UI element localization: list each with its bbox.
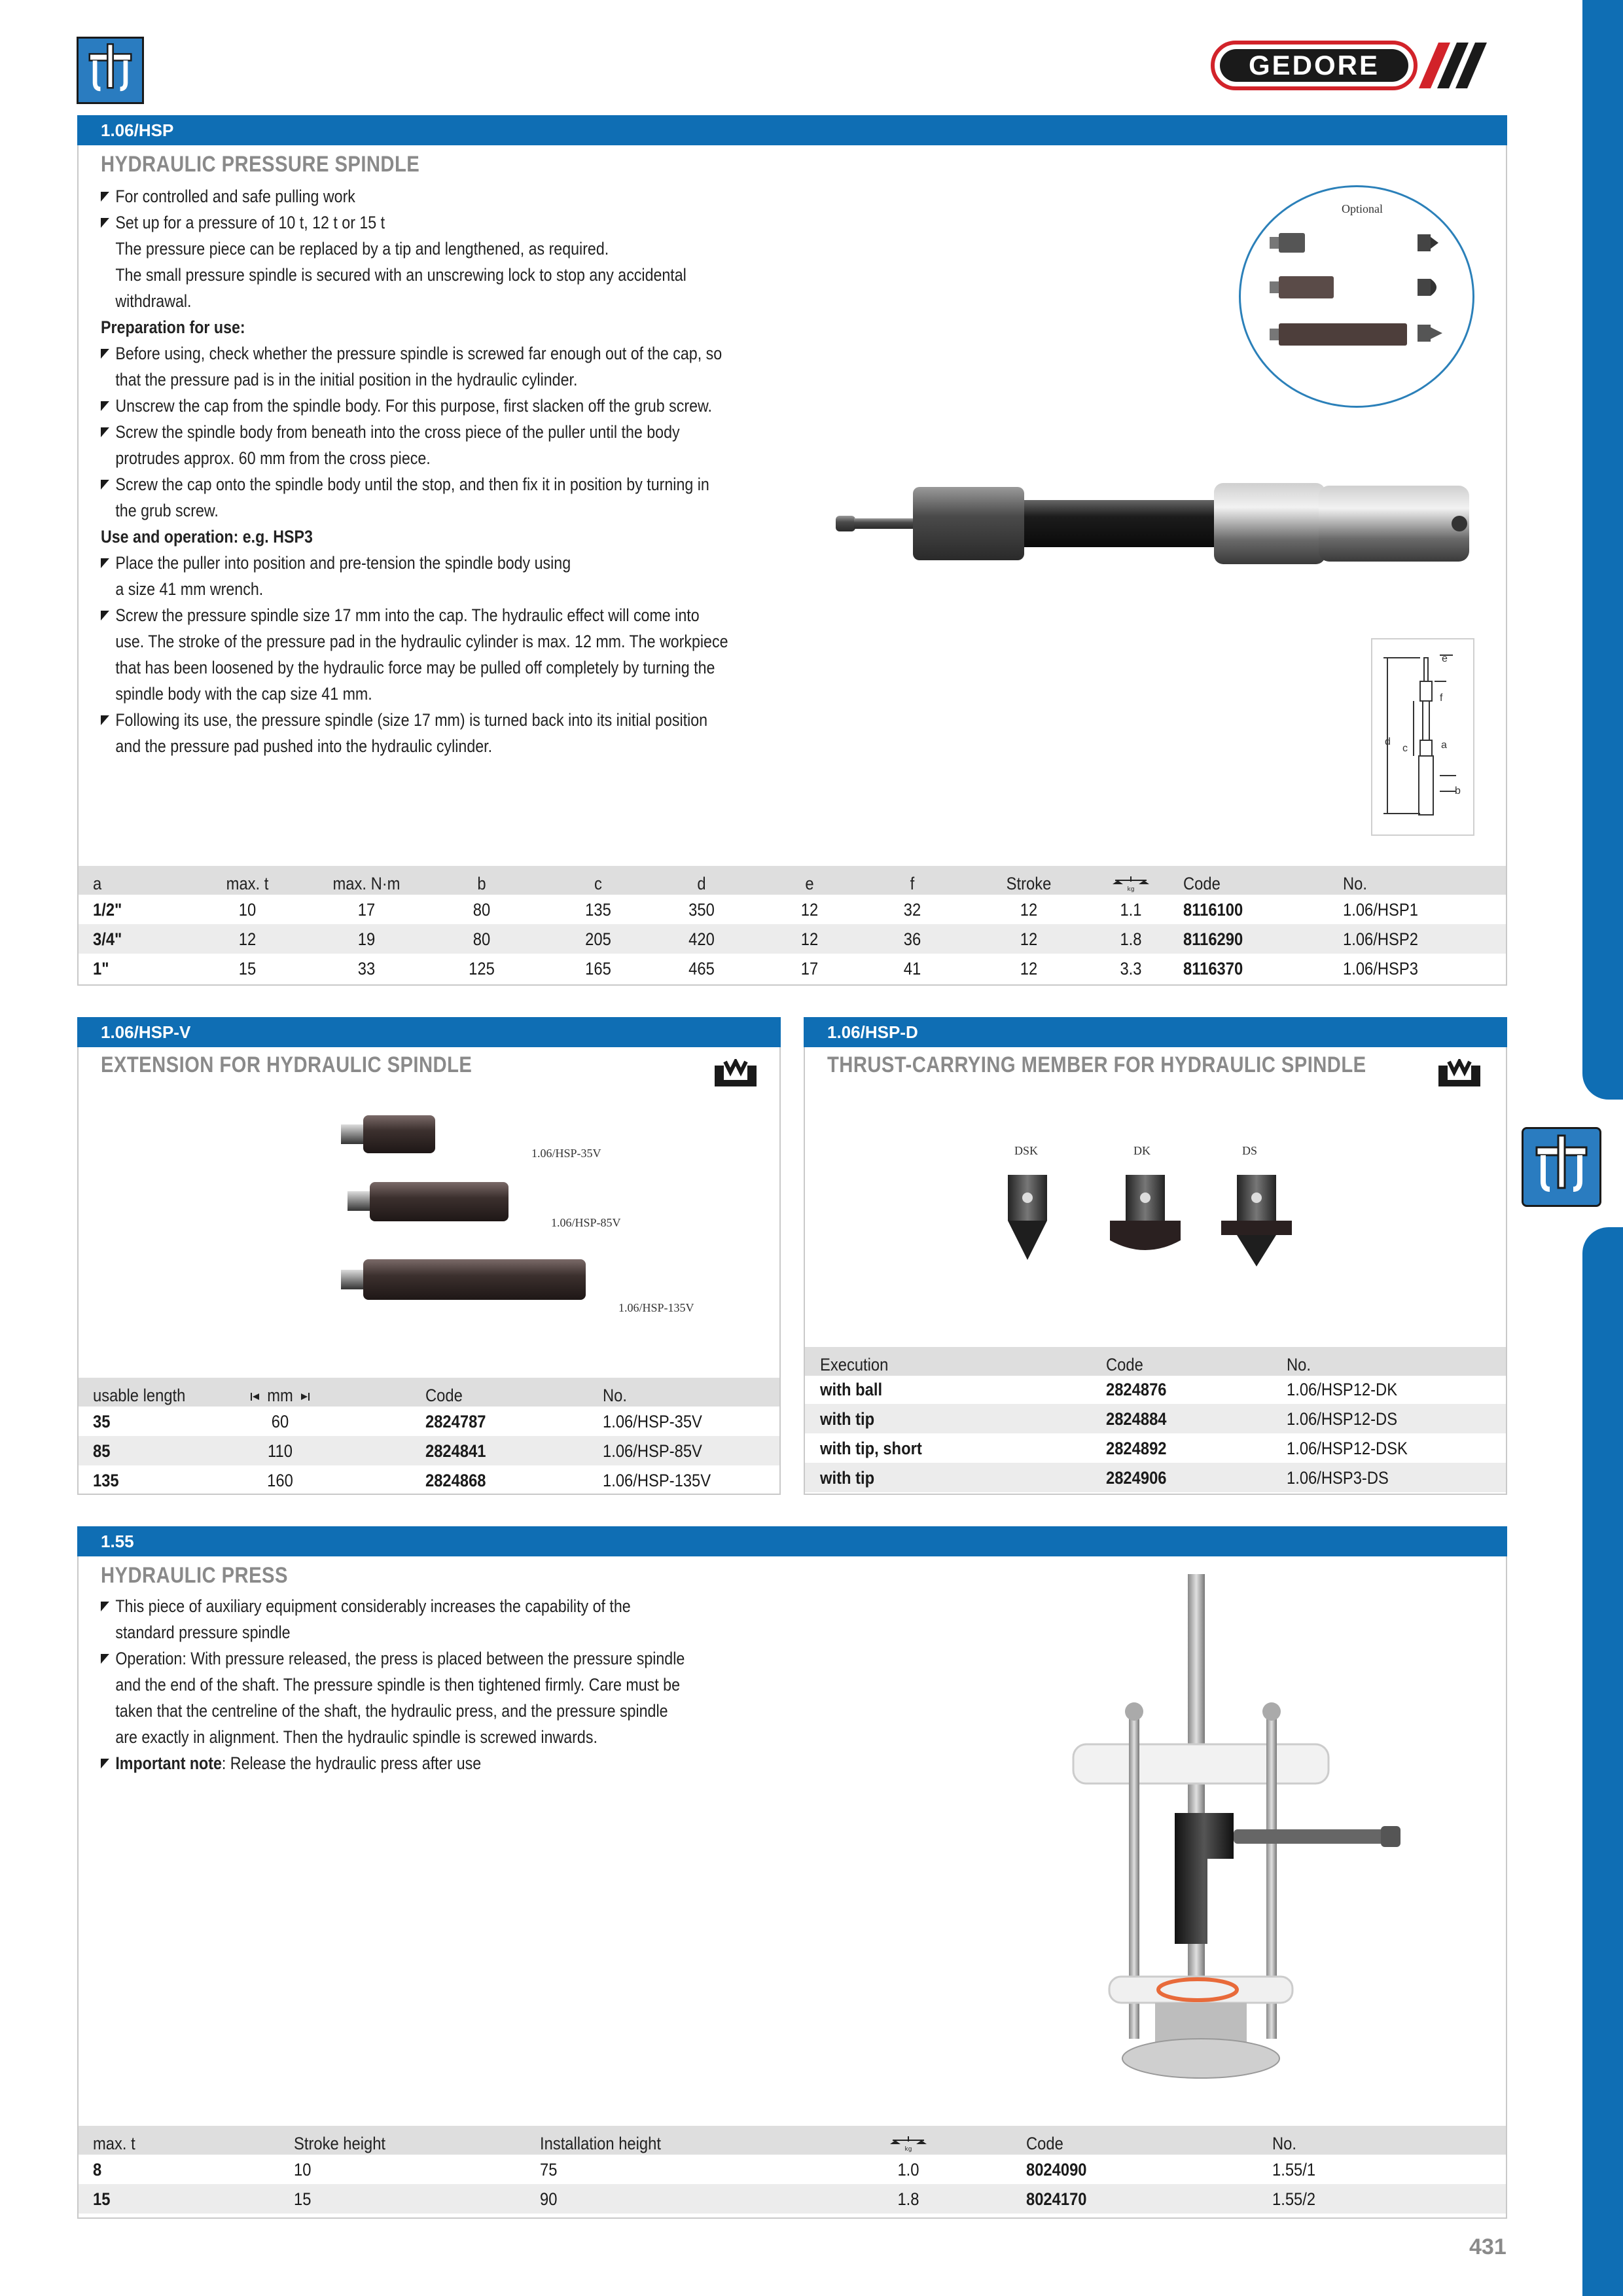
table-cell: 8116290: [1183, 929, 1243, 949]
table-header-cell: d: [697, 874, 706, 893]
text-line: and the end of the shaft. The pressure spindle is then tightened firmly. Care must be: [115, 1675, 681, 1695]
table-cell: 125: [469, 959, 495, 978]
table-cell: 36: [903, 929, 921, 949]
hsp-section-code: 1.06/HSP: [77, 115, 1507, 145]
table-header-cell: max. t: [93, 2134, 135, 2153]
weight-kg-icon: [889, 2135, 928, 2155]
table-cell: 8: [93, 2160, 102, 2179]
wrench-symbol-icon: [712, 1059, 759, 1093]
press-title: HYDRAULIC PRESS: [101, 1563, 288, 1588]
table-cell: 15: [294, 2189, 312, 2209]
table-cell: 8024090: [1026, 2160, 1087, 2179]
hspd-section-code: 1.06/HSP-D: [804, 1017, 1507, 1047]
table-cell: 41: [903, 959, 921, 978]
bullet-line: For controlled and safe pulling work: [101, 183, 728, 209]
table-cell: 3.3: [1120, 959, 1142, 978]
table-header-cell: No.: [1287, 1355, 1311, 1374]
wrench-symbol-icon-2: [1436, 1059, 1483, 1093]
table-cell: 420: [688, 929, 715, 949]
thrust-label-dsk: DSK: [1014, 1144, 1039, 1157]
table-header-cell: usable length: [93, 1386, 186, 1405]
text-line: that the pressure pad is in the initial position in the hydraulic cylinder.: [115, 370, 578, 389]
table-cell: 15: [93, 2189, 111, 2209]
table-cell: 17: [800, 959, 819, 978]
page-number: 431: [1469, 2234, 1507, 2259]
table-header-cell: Code: [1026, 2134, 1063, 2153]
bullet-line: Unscrew the cap from the spindle body. For this purpose, first slacken off the grub screw.: [101, 393, 728, 419]
table-header-cell: Execution: [820, 1355, 889, 1374]
svg-text:kg: kg: [1127, 886, 1135, 892]
table-header-cell: No.: [1343, 874, 1367, 893]
table-header-cell: mm: [267, 1386, 293, 1405]
text-line: the grub screw.: [115, 501, 219, 520]
table-cell: 205: [585, 929, 611, 949]
hspv-section-code: 1.06/HSP-V: [77, 1017, 781, 1047]
hsp-description: [101, 183, 728, 759]
table-cell: with tip, short: [820, 1439, 922, 1458]
table-cell: 135: [585, 900, 611, 920]
dim-label-f: f: [1440, 692, 1443, 704]
table-header-cell: Code: [1106, 1355, 1143, 1374]
table-header-cell: Installation height: [540, 2134, 661, 2153]
text-line: withdrawal.: [115, 291, 192, 311]
table-cell: 80: [473, 900, 491, 920]
table-cell: 1.55/2: [1272, 2189, 1316, 2209]
table-cell: 1.06/HSP2: [1343, 929, 1418, 949]
press-note-bold: Important note: [115, 1753, 222, 1773]
bullet-line: Following its use, the pressure spindle (size 17 mm) is turned back into its initial position: [101, 707, 728, 733]
bullet-line: This piece of auxiliary equipment considerably increases the capability of the: [101, 1593, 685, 1619]
table-cell: 1.06/HSP-85V: [603, 1441, 702, 1461]
text-line: The pressure piece can be replaced by a tip and lengthened, as required.: [115, 239, 609, 259]
text-line: a size 41 mm wrench.: [115, 579, 264, 599]
table-cell: 1.06/HSP12-DK: [1287, 1380, 1398, 1399]
press-note-text: : Release the hydraulic press after use: [221, 1753, 482, 1773]
table-cell: 2824787: [425, 1412, 486, 1431]
thrust-members-image: [988, 1168, 1315, 1286]
hydraulic-spindle-image: [834, 478, 1476, 569]
table-cell: 8116370: [1183, 959, 1243, 978]
table-cell: 90: [540, 2189, 558, 2209]
table-cell: with tip: [820, 1409, 875, 1429]
table-cell: 1.0: [897, 2160, 919, 2179]
table-cell: 135: [93, 1471, 119, 1490]
table-cell: 1.06/HSP12-DS: [1287, 1409, 1398, 1429]
hspd-title: THRUST-CARRYING MEMBER FOR HYDRAULIC SPINDLE: [827, 1052, 1366, 1077]
table-cell: 12: [1020, 900, 1038, 920]
gedore-logo-text: GEDORE: [1248, 50, 1380, 81]
chapter-tab-icon[interactable]: [1522, 1127, 1601, 1207]
table-cell: 35: [93, 1412, 111, 1431]
dim-label-e: e: [1442, 653, 1448, 664]
bullet-line: Set up for a pressure of 10 t, 12 t or 15 t: [101, 209, 728, 236]
optional-parts-image: [1263, 229, 1459, 360]
table-cell: 465: [688, 959, 715, 978]
text-line: and the pressure pad pushed into the hydraulic cylinder.: [115, 736, 493, 756]
table-cell: 8116100: [1183, 900, 1243, 920]
text-line: that has been loosened by the hydraulic force may be pulled off completely by turning the: [115, 658, 715, 677]
subheading: Use and operation: e.g. HSP3: [101, 527, 313, 547]
table-cell: 1.06/HSP12-DSK: [1287, 1439, 1408, 1458]
table-cell: 1": [93, 959, 109, 978]
weight-kg-icon: [1111, 875, 1150, 895]
bullet-line: Screw the pressure spindle size 17 mm into the cap. The hydraulic effect will come into: [101, 602, 728, 628]
bullet-line: Place the puller into position and pre-tension the spindle body using: [101, 550, 728, 576]
extension-label-85: 1.06/HSP-85V: [551, 1216, 621, 1229]
table-cell: 1/2": [93, 900, 122, 920]
table-header-cell: max. N·m: [332, 874, 401, 893]
table-cell: 19: [357, 929, 376, 949]
table-cell: 165: [585, 959, 611, 978]
text-line: are exactly in alignment. Then the hydraulic spindle is screwed inwards.: [115, 1727, 597, 1747]
table-cell: 12: [800, 929, 819, 949]
press-important-note: [101, 1750, 481, 1776]
table-cell: 1.55/1: [1272, 2160, 1316, 2179]
hspv-title: EXTENSION FOR HYDRAULIC SPINDLE: [101, 1052, 473, 1077]
table-cell: 12: [238, 929, 257, 949]
text-line: use. The stroke of the pressure pad in the hydraulic cylinder is max. 12 mm. The workpiece: [115, 632, 728, 651]
optional-label: Optional: [1342, 202, 1383, 215]
table-cell: 32: [903, 900, 921, 920]
table-cell: 1.1: [1120, 900, 1142, 920]
extension-label-35: 1.06/HSP-35V: [531, 1147, 601, 1160]
table-cell: 80: [473, 929, 491, 949]
bullet-line: Operation: With pressure released, the press is placed between the pressure spindle: [101, 1645, 685, 1672]
table-header-cell: Code: [425, 1386, 463, 1405]
table-cell: 12: [1020, 929, 1038, 949]
hydraulic-press-image: [1063, 1571, 1430, 2101]
table-cell: 1.06/HSP3: [1343, 959, 1418, 978]
table-cell: 160: [267, 1471, 293, 1490]
extension-label-135: 1.06/HSP-135V: [618, 1301, 694, 1314]
table-cell: 1.06/HSP-35V: [603, 1412, 702, 1431]
table-cell: with tip: [820, 1468, 875, 1488]
table-cell: 60: [271, 1412, 289, 1431]
text-line: spindle body with the cap size 41 mm.: [115, 684, 372, 704]
table-cell: 2824841: [425, 1441, 486, 1461]
table-cell: with ball: [820, 1380, 883, 1399]
table-cell: 1.06/HSP-135V: [603, 1471, 711, 1490]
table-cell: 2824884: [1106, 1409, 1167, 1429]
bullet-line: Screw the spindle body from beneath into the cross piece of the puller until the body: [101, 419, 728, 445]
table-header-cell: max. t: [226, 874, 269, 893]
table-header-cell: e: [805, 874, 814, 893]
press-section-code: 1.55: [77, 1526, 1507, 1556]
table-header-cell: f: [910, 874, 915, 893]
table-cell: 8024170: [1026, 2189, 1087, 2209]
table-cell: 17: [357, 900, 376, 920]
text-line: taken that the centreline of the shaft, the hydraulic press, and the pressure spindle: [115, 1701, 668, 1721]
table-cell: 110: [268, 1441, 293, 1461]
table-cell: 2824868: [425, 1471, 486, 1490]
table-header-cell: c: [594, 874, 602, 893]
table-cell: 1.06/HSP3-DS: [1287, 1468, 1389, 1488]
table-cell: 1.8: [897, 2189, 919, 2209]
edge-stripe-bottom: [1582, 1227, 1623, 2296]
gedore-logo: [1211, 41, 1499, 90]
table-header-cell: Stroke height: [294, 2134, 386, 2153]
category-icon: [77, 37, 144, 104]
dim-label-a: a: [1441, 740, 1447, 751]
table-cell: 10: [294, 2160, 312, 2179]
svg-text:kg: kg: [904, 2146, 912, 2152]
hspd-table-header: [805, 1347, 1506, 1376]
table-cell: 15: [238, 959, 257, 978]
dim-label-c: c: [1402, 743, 1408, 754]
table-cell: 1.8: [1120, 929, 1142, 949]
table-cell: 2824906: [1106, 1468, 1167, 1488]
bullet-line: Before using, check whether the pressure spindle is screwed far enough out of the cap, so: [101, 340, 728, 367]
bullet-line: Screw the cap onto the spindle body until the stop, and then fix it in position by turning in: [101, 471, 728, 497]
table-cell: 2824876: [1106, 1380, 1167, 1399]
table-cell: 75: [540, 2160, 558, 2179]
edge-stripe-top: [1582, 0, 1623, 1100]
table-header-cell: a: [93, 874, 102, 893]
table-cell: 1.06/HSP1: [1343, 900, 1418, 920]
table-cell: 12: [1020, 959, 1038, 978]
press-description: [101, 1593, 685, 1750]
length-arrows-icon: [250, 1391, 310, 1405]
hsp-title: HYDRAULIC PRESSURE SPINDLE: [101, 152, 420, 177]
table-cell: 33: [357, 959, 376, 978]
table-header-cell: Stroke: [1006, 874, 1052, 893]
table-header-cell: No.: [603, 1386, 627, 1405]
text-line: standard pressure spindle: [115, 1623, 291, 1642]
text-line: protrudes approx. 60 mm from the cross piece.: [115, 448, 431, 468]
table-header-cell: No.: [1272, 2134, 1296, 2153]
text-line: The small pressure spindle is secured with an unscrewing lock to stop any accidental: [115, 265, 687, 285]
dim-label-b: b: [1455, 785, 1461, 797]
table-cell: 12: [800, 900, 819, 920]
thrust-label-ds: DS: [1242, 1144, 1258, 1157]
thrust-label-dk: DK: [1133, 1144, 1150, 1157]
table-cell: 3/4": [93, 929, 122, 949]
table-cell: 350: [688, 900, 715, 920]
table-header-cell: Code: [1183, 874, 1221, 893]
subheading: Preparation for use:: [101, 317, 245, 337]
table-cell: 2824892: [1106, 1439, 1167, 1458]
table-cell: 85: [93, 1441, 111, 1461]
dim-label-d: d: [1385, 736, 1391, 747]
table-cell: 10: [238, 900, 257, 920]
table-header-cell: b: [477, 874, 486, 893]
